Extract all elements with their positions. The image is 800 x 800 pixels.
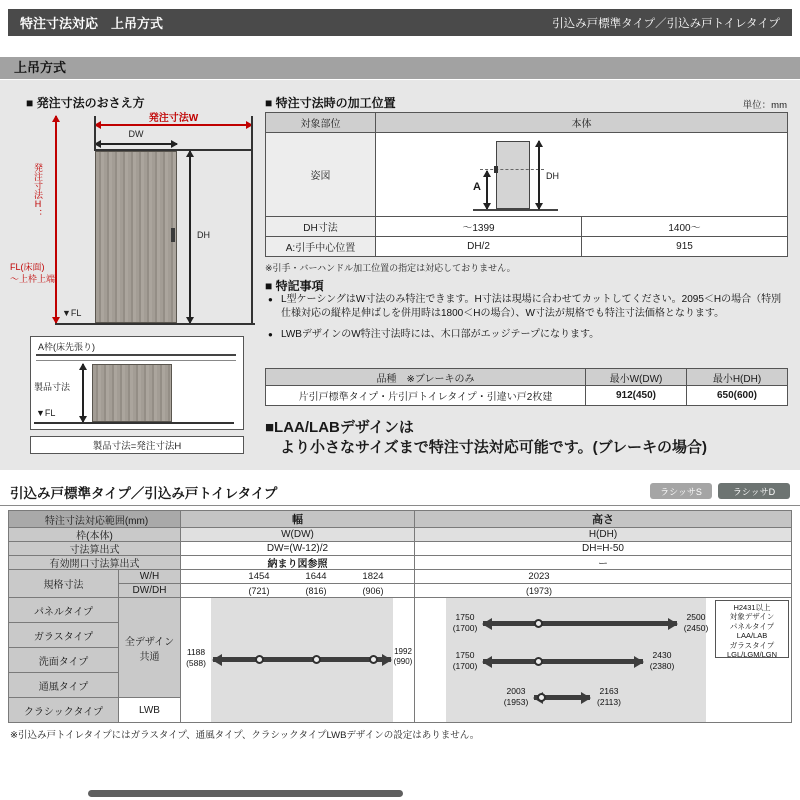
standard-dw-values [181, 584, 415, 598]
figure-a-label: A [473, 181, 481, 193]
spec-footnote: ※引込み戸トイレタイプにはガラスタイプ、通風タイプ、クラシックタイプLWBデザインの設定はありません。 [10, 730, 480, 741]
row-frame-h: H(DH) [415, 528, 792, 542]
a-row-v1: DH/2 [376, 237, 582, 257]
a-frame-label: A枠(床先張り) [38, 342, 95, 352]
standard-dw2: (816) [305, 585, 327, 596]
standard-size-dot [537, 693, 546, 702]
spec-header-range: 特注寸法対応範囲(mm) [9, 511, 181, 528]
a-row-v2: 915 [582, 237, 788, 257]
product-size-caption: 製品寸法=発注寸法H [30, 436, 244, 454]
page-subtitle: 引込み戸標準タイプ／引込み戸トイレタイプ [552, 17, 780, 30]
figure-handle [494, 166, 498, 173]
a-row-label: A:引手中心位置 [266, 237, 376, 257]
left-jamb-line [94, 116, 96, 151]
page-title: 特注寸法対応 上吊方式 [20, 16, 164, 31]
laa-note-line2: より小さなサイズまで特注寸法対応可能です。(ブレーキの場合) [280, 439, 707, 456]
height-range-1-min: 1750 (1700) [452, 612, 478, 633]
min-size-table [265, 368, 788, 406]
right-jamb-line [251, 116, 253, 323]
min-col-h: 最小H(DH) [687, 369, 788, 386]
standard-h-value [415, 570, 792, 584]
standard-size-dot [255, 655, 264, 664]
standard-w2: 1644 [305, 571, 327, 582]
col-header-part: 対象部位 [266, 113, 376, 133]
remark-item: ● LWBデザインのW特注寸法時には、木口部がエッジテープになります。 [268, 328, 788, 342]
standard-w-values [181, 570, 415, 584]
standard-w3: 1824 [362, 571, 384, 582]
horizontal-scrollbar-thumb[interactable] [88, 790, 403, 797]
row-opening-h: ー [415, 556, 792, 570]
width-range-min: 1188 (588) [186, 647, 206, 668]
type-row-tsufu: 通風タイプ [9, 673, 119, 698]
height-range-2-max: 2430 (2380) [649, 650, 675, 671]
standard-w1: 1454 [248, 571, 270, 582]
height-range-2-min: 1750 (1700) [452, 650, 478, 671]
door-panel-small [92, 364, 172, 422]
row-frame-label: 枠(本体) [9, 528, 181, 542]
design-lwb-cell: LWB [119, 698, 181, 723]
method-bar-label: 上吊方式 [14, 60, 67, 75]
fl-marker-small: ▼FL [36, 408, 56, 418]
row-frame-w: W(DW) [181, 528, 415, 542]
row-opening-w: 納まり図参照 [181, 556, 415, 570]
door-handle [171, 228, 175, 242]
figure-dh-arrow [538, 141, 540, 209]
height-range-3-max: 2163 (2113) [597, 686, 621, 707]
type-row-senmen: 洗面タイプ [9, 648, 119, 673]
width-range-max: 1992 (990) [393, 647, 413, 666]
figure-row-label: 姿図 [266, 133, 376, 217]
col-header-body: 本体 [376, 113, 788, 133]
fl-marker: ▼FL [62, 308, 82, 318]
figure-door [496, 141, 530, 209]
height-range-arrow-1 [483, 621, 677, 626]
min-col-w: 最小W(DW) [586, 369, 687, 386]
order-height-arrow [55, 116, 57, 323]
figure-dh-label: DH [546, 171, 559, 181]
height-design-note: H2431以上 対象デザイン パネルタイプ LAA/LAB ガラスタイプ LGL/LGM/LGN [715, 600, 789, 658]
standard-size-dot [312, 655, 321, 664]
laa-note-line1: ■LAA/LABデザインは [265, 419, 414, 436]
dh-arrow [189, 151, 191, 323]
spec-section-title: 引込み戸標準タイプ／引込み戸トイレタイプ [10, 486, 278, 501]
type-row-classic: クラシックタイプ [9, 698, 119, 723]
dh-label: DH [197, 230, 210, 240]
top-header [8, 9, 792, 36]
height-range-3-min: 2003 (1953) [503, 686, 529, 707]
standard-wh-label: W/H [119, 570, 181, 584]
min-col-kind: 品種 ※ブレーキのみ [266, 369, 586, 386]
standard-dwdh-label: DW/DH [119, 584, 181, 598]
type-row-glass: ガラスタイプ [9, 623, 119, 648]
dh-row-label: DH寸法 [266, 217, 376, 237]
remarks-list [268, 293, 788, 350]
processing-table [265, 112, 788, 257]
order-width-arrow [95, 124, 252, 126]
order-width-label: 発注寸法W [148, 113, 199, 124]
product-size-label: 製品寸法 [34, 382, 71, 392]
row-formula-h: DH=H-50 [415, 542, 792, 556]
dw-label: DW [128, 129, 144, 139]
order-height-label-top: 〜上枠上端 [10, 274, 56, 284]
main-panel [0, 80, 800, 470]
min-row-w: 912(450) [586, 386, 687, 406]
frame-line-1 [36, 354, 236, 356]
method-bar [0, 57, 800, 79]
standard-h1: 2023 [528, 571, 550, 582]
min-row-h: 650(600) [687, 386, 788, 406]
spec-header-width: 幅 [181, 511, 415, 528]
height-range-arrow-2 [483, 659, 643, 664]
title-separator [0, 505, 800, 506]
width-range-cell [181, 598, 415, 723]
design-common-cell: 全デザイン共通 [119, 598, 181, 698]
standard-size-dot [534, 657, 543, 666]
standard-dh1: (1973) [525, 585, 552, 596]
spec-table [8, 510, 792, 723]
order-section-title: ■ 発注寸法のおさえ方 [26, 96, 145, 110]
row-opening-label: 有効開口寸法算出式 [9, 556, 181, 570]
width-range-arrow [213, 657, 391, 662]
figure-a-arrow [486, 171, 488, 209]
order-height-label-fl: FL(床面) [10, 262, 45, 272]
dh-row-v1: 〜1399 [376, 217, 582, 237]
badge-lasissa-s: ラシッサS [650, 483, 712, 499]
remarks-title: ■ 特記事項 [265, 279, 324, 293]
badge-lasissa-d: ラシッサD [718, 483, 790, 499]
standard-size-dot [534, 619, 543, 628]
remark-item: ● L型ケーシングはW寸法のみ特注できます。H寸法は現場に合わせてカットしてください。2095＜Hの場合（特別仕様対応の縦枠足伸ばしを併用時は1800＜Hの場合）、W寸法が規格でも特注寸法価格となります。 [268, 293, 788, 321]
dh-row-v2: 1400〜 [582, 217, 788, 237]
door-panel [95, 151, 177, 323]
height-range-cell [415, 598, 792, 723]
standard-dh-value [415, 584, 792, 598]
standard-size-dot [369, 655, 378, 664]
dw-arrow [95, 143, 177, 145]
floor-line [55, 323, 255, 325]
standard-label: 規格寸法 [9, 570, 119, 598]
min-row-kind: 片引戸標準タイプ・片引戸トイレタイプ・引違い戸2枚建 [266, 386, 586, 406]
figure-cell [376, 133, 788, 217]
figure-baseline [473, 209, 558, 211]
order-height-label: 発注寸法H： [33, 163, 43, 218]
type-row-panel: パネルタイプ [9, 598, 119, 623]
spec-header-height: 高さ [415, 511, 792, 528]
product-size-arrow [82, 364, 84, 422]
row-formula-w: DW=(W-12)/2 [181, 542, 415, 556]
order-dimension-diagram [8, 108, 258, 338]
unit-label: 単位：mm [742, 100, 787, 111]
product-dimension-diagram [22, 336, 246, 458]
processing-note: ※引手・バーハンドル加工位置の指定は対応しておりません。 [265, 263, 516, 273]
frame-line-2 [36, 360, 236, 361]
processing-title: ■ 特注寸法時の加工位置 [265, 96, 396, 110]
standard-dw1: (721) [248, 585, 270, 596]
standard-dw3: (906) [362, 585, 384, 596]
floor-line-small [34, 422, 234, 424]
height-range-1-max: 2500 (2450) [683, 612, 709, 633]
row-formula-label: 寸法算出式 [9, 542, 181, 556]
